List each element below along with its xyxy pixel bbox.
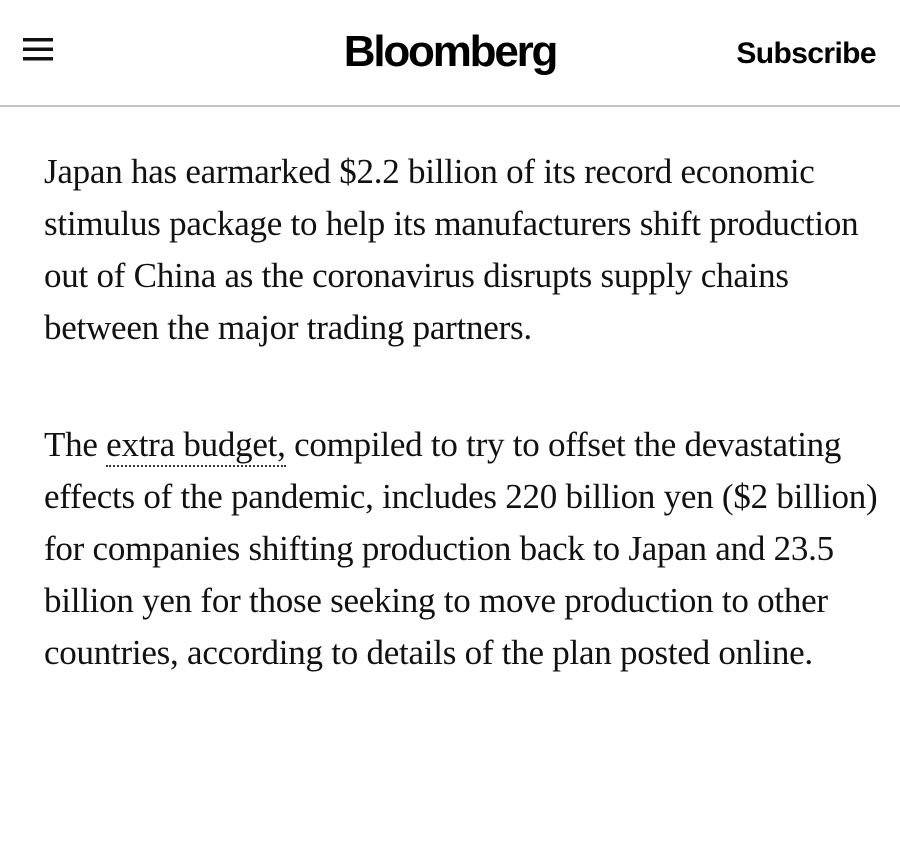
extra-budget-link[interactable]: extra budget, — [106, 425, 285, 467]
hamburger-menu-icon — [18, 30, 58, 70]
subscribe-button[interactable]: Subscribe — [736, 37, 876, 70]
menu-button[interactable] — [18, 30, 58, 70]
article-body — [44, 146, 880, 679]
paragraph-2-lead: The — [44, 425, 107, 464]
bloomberg-logo: Bloomberg — [343, 27, 557, 76]
site-header — [0, 0, 900, 107]
article-paragraph-1: Japan has earmarked $2.2 billion of its record economic stimulus package to help its manufacturers shift production out of China as the coronavirus disrupts supply chains between the major trading partners. — [44, 152, 859, 347]
paragraph-2-rest: compiled to try to offset the devastating effects of the pandemic, includes 220 billion yen ($2 billion) for companies shifting production back to Japan and 23.5 billion yen for those seeking to move production to other countries, according to details of the plan posted online. — [44, 425, 878, 672]
article-paragraph-2 — [44, 419, 880, 679]
